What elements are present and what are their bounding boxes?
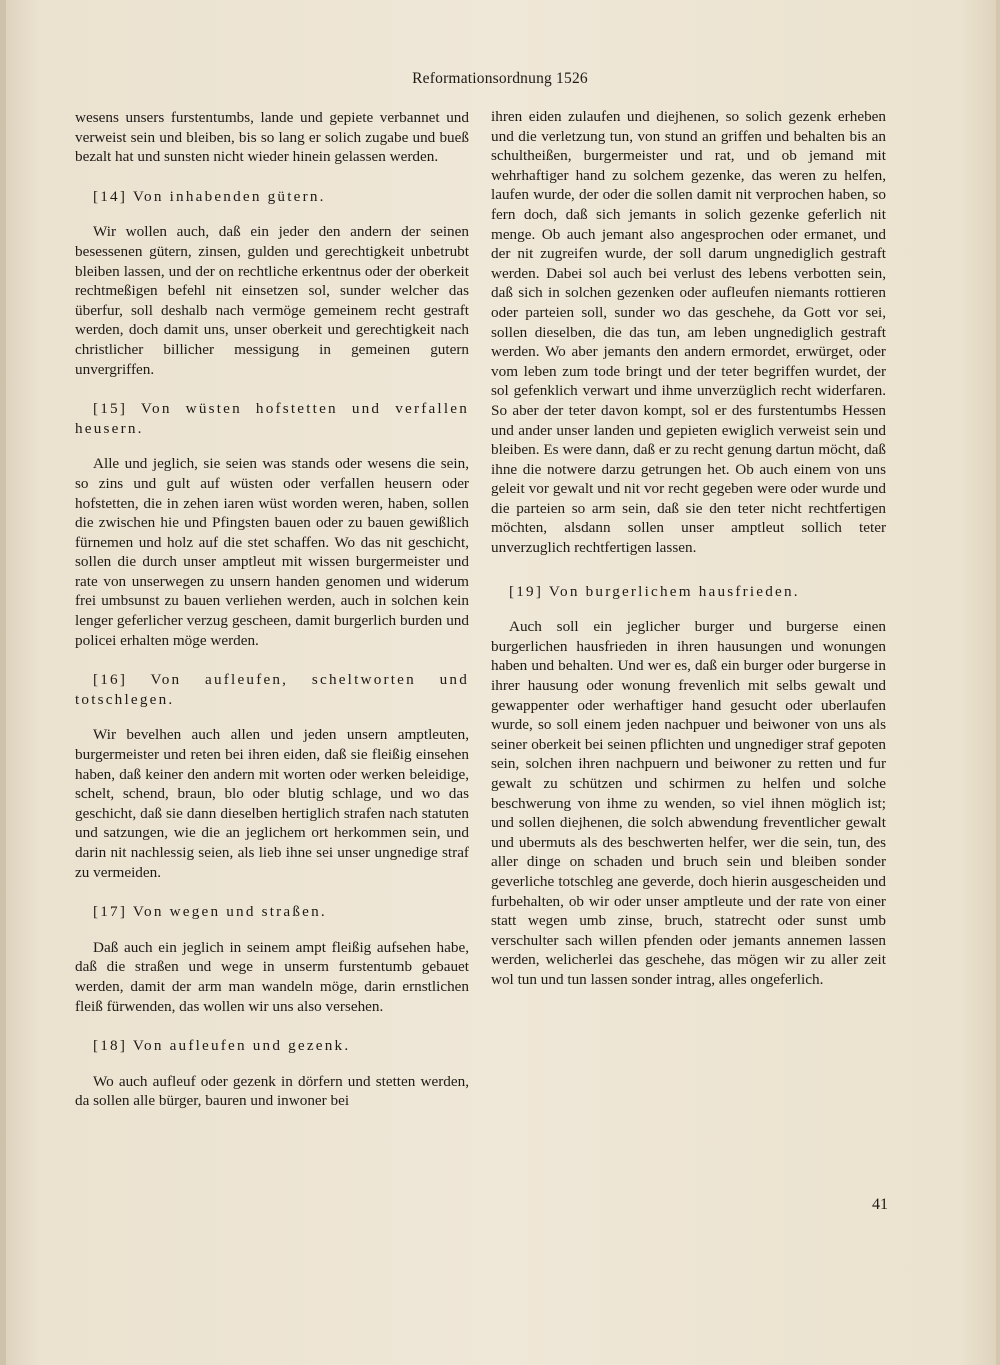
running-head: Reformationsordnung 1526 — [412, 70, 588, 87]
section-15-text: Alle und jeglich, sie seien was stands oder wesens die sein, so zins und gult auf wüsten oder verfallen heusern oder hofstetten, die in zehen iaren wüst worden weren, haben, sollen die zwischen hie und Pfingsten bauen oder zu bauen gewißlich fürnemen und holz auf die stet schaffen. Wo das nit geschicht, sollen die durch unser amptleut mit wissen burgermeister und rate von unserwegen zu unsern handen genomen und widerum frei umbsunst zu bauen verliehen werden, auch in solchen kein lenger geferlicher verzug gescheen, damit burgerlich burden und policei erhalten möge werden. — [75, 455, 469, 649]
section-16-text: Wir bevelhen auch allen und jeden unsern amptleuten, burgermeister und reten bei ihren eiden, daß sie fleißig einsehen haben, daß keiner den andern mit worten oder werken beleidige, schelt, schend, braun, blo oder blutig schlage, und wo das geschicht, daß sie dann dieselben hertiglich strafen nach statuten und satzungen, wie die an jeglichem ort herkommen sein, und darin nit nachlessig seien, als lieb ihne sei unser ungnedige straf zu vermeiden. — [75, 726, 469, 881]
section-18-text: Wo auch aufleuf oder gezenk in dörfern und stetten werden, da sollen alle bürger, bauren und inwoner bei — [75, 1072, 469, 1110]
section-18-continued: ihren eiden zulaufen und diejhenen, so solich gezenk erheben und die verletzung tun, von stund an griffen und behalten bis an schultheißen, burgermeister und rat, und ob jemand mit wehrhaftiger hand zu solchem gezenke, das weren zu helfen, laufen wurde, der oder die sollen damit nit verprochen haben, so fern doch, daß sich jemants in solich gezenke geferlich nit menge. Ob auch jemant also angesprochen oder ermanet, und der nit zugreifen wurde, der soll darum ungnediglich gestraft werden. Dabei sol auch bei verlust des lebens verbotten sein, daß sich in solchen gezenken oder aufleufen niemants rottieren oder parteien soll, sunder wo das geschehe, da Gott vor sei, sollen dieselben, die das tun, am leben ungnediglich gestraft werden. Wo aber jemants den andern ermordet, erwürget, oder vom leben zum tode bringt und der teter begriffen wurdet, der sol gefenklich verwart und ihme unverzüglich recht widerfaren. So aber der teter davon kompt, sol er des furstentumbs Hessen und ander unser landen und gepieten ewiglich verweist sein und bleiben. Es were dann, daß er zu recht genung dartun möcht, daß ihne die notwere darzu getrungen het. Ob auch einem von uns geleit vor gewalt und nit vor recht gegeben were oder wurde und die parteien so arm sein, daß sie den teter nicht rechtfertigen möchten, alsdann sollen unser amptleut sollich teter unverzuglich rechtfertigen lassen. — [491, 108, 886, 557]
left-column — [75, 108, 469, 1111]
page-number: 41 — [872, 1196, 888, 1213]
page-edge-left — [0, 0, 6, 1365]
section-17-text: Daß auch ein jeglich in seinem ampt fleißig aufsehen habe, daß die straßen und wege in unserm furstentumb gebauet werden, damit der arm man wandeln möge, darin ernstlichen fleiß fürwenden, das wollen wir uns also versehen. — [75, 938, 469, 1015]
section-16-heading: [16] Von aufleufen, scheltworten und totschlegen. — [75, 671, 469, 708]
section-14-heading: [14] Von inhabenden gütern. — [93, 187, 326, 205]
intro-paragraph: wesens unsers furstentumbs, lande und gepiete verbannet und verweist sein und bleiben, bis so lang er solich zugabe und bueß bezalt hat und sunsten nicht wieder hinein gelassen werden. — [75, 109, 469, 166]
section-19-text: Auch soll ein jeglicher burger und burgerse einen burgerlichen hausfrieden in ihren hausungen und wonungen haben und behalten. Und wer es, daß ein burger oder burgerse in ihrer hausung oder wonung frevenlich mit selbs gewalt und gewappenter oder werhaftiger hand gesucht oder uberlaufen wurde, so soll einem jeden nachpuer und beiwoner von uns als seiner oberkeit bei seinen pflichten und ungnediger straf gepoten sein, solchen ihren nachpuern und beiwoner zu retten und fur gewalt zu schützen und schirmen zu helfen und solche beschwerung von ihme zu wenden, so viel ihnen möglich ist; und sollen diejhenen, die solch abwendung freventlicher gewalt und ubermuts als des beschwerten helfer, wer die sein, tun, des aller dinge on schaden und bruch sein und bleiben sonder geverliche totschleg ane geverde, doch hierin ausgescheiden und furbehalten, ob wir oder unser amptleute und der rate von einer statt wegen umb zinse, bruch, statrecht oder sunst umb verschulter sach willen pfenden oder jemants annemen lassen werden, welicherlei das geschehe, das mögen wir zu aller zeit wol tun und tun lassen sonder intrag, alles ongeferlich. — [491, 618, 886, 988]
page-edge-right — [996, 0, 1000, 1365]
section-17-heading: [17] Von wegen und straßen. — [93, 903, 327, 921]
right-column — [491, 107, 886, 990]
section-14-text: Wir wollen auch, daß ein jeder den andern der seinen besessenen gütern, zinsen, gulden und gerechtigkeit unbetrubt bleiben lassen, und der on rechtliche erkentnus oder der oberkeit rechtmeßigen befehl nit einsetzen sol, sunder welcher das überfur, soll deshalb nach vermöge gemeinem recht gestraft werden, doch damit uns, unser oberkeit und gerechtigkeit nach christlicher billicher messigung in gemeinen gutern unvergriffen. — [75, 223, 469, 378]
section-15-heading: [15] Von wüsten hofstetten und verfallen heusern. — [75, 400, 469, 437]
section-19-heading: [19] Von burgerlichem hausfrieden. — [509, 582, 800, 600]
section-18-heading: [18] Von aufleufen und gezenk. — [93, 1037, 351, 1055]
